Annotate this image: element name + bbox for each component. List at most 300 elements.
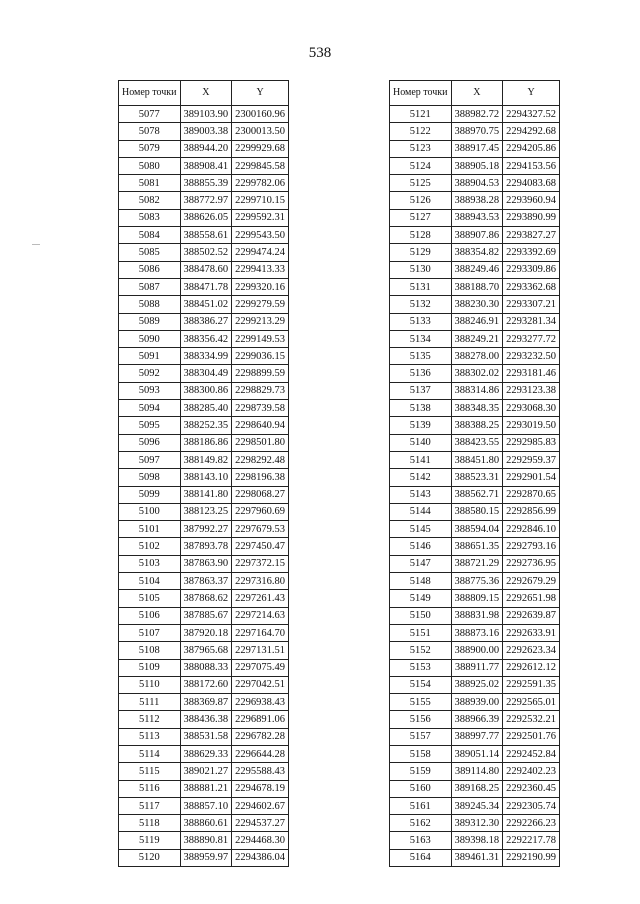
point-number-cell: 5146	[390, 538, 452, 555]
y-coordinate-cell: 2294292.68	[503, 123, 560, 140]
x-coordinate-cell: 387863.37	[180, 573, 232, 590]
y-coordinate-cell: 2292591.35	[503, 676, 560, 693]
y-coordinate-cell: 2292846.10	[503, 521, 560, 538]
table-row	[119, 815, 289, 832]
x-coordinate-cell: 389021.27	[180, 763, 232, 780]
table-row	[390, 503, 560, 520]
table-row	[390, 590, 560, 607]
point-number-cell: 5149	[390, 590, 452, 607]
table-row	[119, 434, 289, 451]
x-coordinate-cell: 388314.86	[451, 382, 503, 399]
point-number-cell: 5090	[119, 330, 181, 347]
table-row	[390, 382, 560, 399]
x-coordinate-cell: 387992.27	[180, 521, 232, 538]
table-row	[119, 157, 289, 174]
x-coordinate-cell: 388502.52	[180, 244, 232, 261]
y-coordinate-cell: 2298292.48	[232, 451, 289, 468]
table-header-row	[390, 81, 560, 106]
point-number-cell: 5130	[390, 261, 452, 278]
table-row	[390, 486, 560, 503]
y-coordinate-cell: 2299036.15	[232, 348, 289, 365]
table-row	[390, 469, 560, 486]
x-coordinate-cell: 388188.70	[451, 278, 503, 295]
table-row	[390, 348, 560, 365]
header-y: Y	[232, 81, 289, 106]
table-row	[119, 797, 289, 814]
y-coordinate-cell: 2299929.68	[232, 140, 289, 157]
point-number-cell: 5115	[119, 763, 181, 780]
x-coordinate-cell: 388959.97	[180, 849, 232, 866]
x-coordinate-cell: 387920.18	[180, 624, 232, 641]
x-coordinate-cell: 388278.00	[451, 348, 503, 365]
point-number-cell: 5151	[390, 624, 452, 641]
point-number-cell: 5124	[390, 157, 452, 174]
table-row	[119, 832, 289, 849]
table-row	[390, 573, 560, 590]
y-coordinate-cell: 2299543.50	[232, 227, 289, 244]
y-coordinate-cell: 2297450.47	[232, 538, 289, 555]
table-row	[119, 261, 289, 278]
point-number-cell: 5081	[119, 175, 181, 192]
point-number-cell: 5092	[119, 365, 181, 382]
point-number-cell: 5147	[390, 555, 452, 572]
table-row	[390, 330, 560, 347]
x-coordinate-cell: 388943.53	[451, 209, 503, 226]
x-coordinate-cell: 388881.21	[180, 780, 232, 797]
x-coordinate-cell: 388356.42	[180, 330, 232, 347]
x-coordinate-cell: 387868.62	[180, 590, 232, 607]
table-row	[390, 849, 560, 866]
table-row	[119, 330, 289, 347]
point-number-cell: 5095	[119, 417, 181, 434]
y-coordinate-cell: 2292901.54	[503, 469, 560, 486]
x-coordinate-cell: 388451.80	[451, 451, 503, 468]
table-row	[119, 503, 289, 520]
y-coordinate-cell: 2292402.23	[503, 763, 560, 780]
table-row	[390, 659, 560, 676]
x-coordinate-cell: 388423.55	[451, 434, 503, 451]
table-row	[390, 192, 560, 209]
point-number-cell: 5145	[390, 521, 452, 538]
y-coordinate-cell: 2294468.30	[232, 832, 289, 849]
point-number-cell: 5089	[119, 313, 181, 330]
point-number-cell: 5133	[390, 313, 452, 330]
y-coordinate-cell: 2292532.21	[503, 711, 560, 728]
x-coordinate-cell: 388997.77	[451, 728, 503, 745]
x-coordinate-cell: 388436.38	[180, 711, 232, 728]
table-row	[390, 157, 560, 174]
y-coordinate-cell: 2292501.76	[503, 728, 560, 745]
table-row	[390, 642, 560, 659]
point-number-cell: 5107	[119, 624, 181, 641]
y-coordinate-cell: 2292651.98	[503, 590, 560, 607]
x-coordinate-cell: 388982.72	[451, 106, 503, 123]
point-number-cell: 5113	[119, 728, 181, 745]
y-coordinate-cell: 2297214.63	[232, 607, 289, 624]
table-row	[119, 417, 289, 434]
point-number-cell: 5121	[390, 106, 452, 123]
table-row	[119, 451, 289, 468]
y-coordinate-cell: 2295588.43	[232, 763, 289, 780]
x-coordinate-cell: 388285.40	[180, 400, 232, 417]
y-coordinate-cell: 2292856.99	[503, 503, 560, 520]
table-row	[390, 417, 560, 434]
table-row	[119, 313, 289, 330]
y-coordinate-cell: 2292985.83	[503, 434, 560, 451]
y-coordinate-cell: 2299149.53	[232, 330, 289, 347]
table-row	[119, 140, 289, 157]
x-coordinate-cell: 388451.02	[180, 296, 232, 313]
x-coordinate-cell: 388809.15	[451, 590, 503, 607]
y-coordinate-cell: 2298829.73	[232, 382, 289, 399]
point-number-cell: 5119	[119, 832, 181, 849]
y-coordinate-cell: 2297042.51	[232, 676, 289, 693]
point-number-cell: 5106	[119, 607, 181, 624]
point-number-cell: 5162	[390, 815, 452, 832]
y-coordinate-cell: 2299710.15	[232, 192, 289, 209]
y-coordinate-cell: 2299782.06	[232, 175, 289, 192]
y-coordinate-cell: 2293019.50	[503, 417, 560, 434]
y-coordinate-cell: 2294537.27	[232, 815, 289, 832]
x-coordinate-cell: 389312.30	[451, 815, 503, 832]
y-coordinate-cell: 2298640.94	[232, 417, 289, 434]
table-row	[390, 313, 560, 330]
table-row	[390, 244, 560, 261]
point-number-cell: 5085	[119, 244, 181, 261]
table-row	[119, 642, 289, 659]
table-row	[390, 832, 560, 849]
point-number-cell: 5156	[390, 711, 452, 728]
y-coordinate-cell: 2292679.29	[503, 573, 560, 590]
y-coordinate-cell: 2292360.45	[503, 780, 560, 797]
x-coordinate-cell: 388890.81	[180, 832, 232, 849]
point-number-cell: 5082	[119, 192, 181, 209]
x-coordinate-cell: 388831.98	[451, 607, 503, 624]
x-coordinate-cell: 388904.53	[451, 175, 503, 192]
table-row	[119, 573, 289, 590]
x-coordinate-cell: 388626.05	[180, 209, 232, 226]
point-number-cell: 5116	[119, 780, 181, 797]
point-number-cell: 5135	[390, 348, 452, 365]
header-point-number: Номер точки	[390, 81, 452, 106]
y-coordinate-cell: 2299592.31	[232, 209, 289, 226]
point-number-cell: 5086	[119, 261, 181, 278]
point-number-cell: 5158	[390, 745, 452, 762]
y-coordinate-cell: 2293123.38	[503, 382, 560, 399]
x-coordinate-cell: 388249.21	[451, 330, 503, 347]
point-number-cell: 5087	[119, 278, 181, 295]
table-row	[390, 278, 560, 295]
point-number-cell: 5125	[390, 175, 452, 192]
y-coordinate-cell: 2294678.19	[232, 780, 289, 797]
y-coordinate-cell: 2296644.28	[232, 745, 289, 762]
point-number-cell: 5088	[119, 296, 181, 313]
table-row	[390, 780, 560, 797]
point-number-cell: 5155	[390, 694, 452, 711]
point-number-cell: 5098	[119, 469, 181, 486]
point-number-cell: 5143	[390, 486, 452, 503]
y-coordinate-cell: 2292623.34	[503, 642, 560, 659]
point-number-cell: 5110	[119, 676, 181, 693]
table-row	[119, 209, 289, 226]
point-number-cell: 5079	[119, 140, 181, 157]
x-coordinate-cell: 388970.75	[451, 123, 503, 140]
point-number-cell: 5144	[390, 503, 452, 520]
y-coordinate-cell: 2292870.65	[503, 486, 560, 503]
y-coordinate-cell: 2292959.37	[503, 451, 560, 468]
x-coordinate-cell: 388944.20	[180, 140, 232, 157]
y-coordinate-cell: 2297075.49	[232, 659, 289, 676]
table-row	[119, 348, 289, 365]
x-coordinate-cell: 387863.90	[180, 555, 232, 572]
x-coordinate-cell: 388300.86	[180, 382, 232, 399]
x-coordinate-cell: 388388.25	[451, 417, 503, 434]
point-number-cell: 5132	[390, 296, 452, 313]
y-coordinate-cell: 2292305.74	[503, 797, 560, 814]
y-coordinate-cell: 2293281.34	[503, 313, 560, 330]
table-row	[119, 521, 289, 538]
x-coordinate-cell: 388230.30	[451, 296, 503, 313]
table-row	[390, 261, 560, 278]
table-row	[390, 555, 560, 572]
x-coordinate-cell: 388772.97	[180, 192, 232, 209]
table-row	[119, 590, 289, 607]
table-row	[119, 711, 289, 728]
x-coordinate-cell: 388471.78	[180, 278, 232, 295]
table-row	[119, 278, 289, 295]
point-number-cell: 5108	[119, 642, 181, 659]
point-number-cell: 5164	[390, 849, 452, 866]
x-coordinate-cell: 388386.27	[180, 313, 232, 330]
y-coordinate-cell: 2293309.86	[503, 261, 560, 278]
x-coordinate-cell: 389245.34	[451, 797, 503, 814]
point-number-cell: 5131	[390, 278, 452, 295]
y-coordinate-cell: 2297261.43	[232, 590, 289, 607]
y-coordinate-cell: 2293307.21	[503, 296, 560, 313]
x-coordinate-cell: 389114.80	[451, 763, 503, 780]
x-coordinate-cell: 388354.82	[451, 244, 503, 261]
x-coordinate-cell: 388629.33	[180, 745, 232, 762]
y-coordinate-cell: 2299320.16	[232, 278, 289, 295]
y-coordinate-cell: 2299279.59	[232, 296, 289, 313]
point-number-cell: 5150	[390, 607, 452, 624]
x-coordinate-cell: 387893.78	[180, 538, 232, 555]
table-row	[119, 123, 289, 140]
table-row	[119, 694, 289, 711]
table-row	[390, 815, 560, 832]
table-row	[390, 538, 560, 555]
x-coordinate-cell: 388531.58	[180, 728, 232, 745]
y-coordinate-cell: 2299845.58	[232, 157, 289, 174]
x-coordinate-cell: 389003.38	[180, 123, 232, 140]
x-coordinate-cell: 388088.33	[180, 659, 232, 676]
x-coordinate-cell: 388857.10	[180, 797, 232, 814]
point-number-cell: 5142	[390, 469, 452, 486]
y-coordinate-cell: 2293960.94	[503, 192, 560, 209]
x-coordinate-cell: 388721.29	[451, 555, 503, 572]
table-row	[390, 694, 560, 711]
point-number-cell: 5152	[390, 642, 452, 659]
header-x: X	[180, 81, 232, 106]
point-number-cell: 5118	[119, 815, 181, 832]
x-coordinate-cell: 388917.45	[451, 140, 503, 157]
table-row	[390, 728, 560, 745]
table-row	[390, 763, 560, 780]
header-y: Y	[503, 81, 560, 106]
x-coordinate-cell: 388246.91	[451, 313, 503, 330]
table-row	[119, 624, 289, 641]
point-number-cell: 5137	[390, 382, 452, 399]
point-number-cell: 5138	[390, 400, 452, 417]
x-coordinate-cell: 387965.68	[180, 642, 232, 659]
y-coordinate-cell: 2294083.68	[503, 175, 560, 192]
margin-mark	[32, 244, 40, 245]
point-number-cell: 5154	[390, 676, 452, 693]
x-coordinate-cell: 388905.18	[451, 157, 503, 174]
y-coordinate-cell: 2293277.72	[503, 330, 560, 347]
point-number-cell: 5117	[119, 797, 181, 814]
y-coordinate-cell: 2293392.69	[503, 244, 560, 261]
y-coordinate-cell: 2297316.80	[232, 573, 289, 590]
y-coordinate-cell: 2296782.28	[232, 728, 289, 745]
x-coordinate-cell: 388900.00	[451, 642, 503, 659]
table-row	[119, 745, 289, 762]
point-number-cell: 5077	[119, 106, 181, 123]
point-number-cell: 5078	[119, 123, 181, 140]
x-coordinate-cell: 388939.00	[451, 694, 503, 711]
table-row	[119, 607, 289, 624]
y-coordinate-cell: 2297164.70	[232, 624, 289, 641]
point-number-cell: 5094	[119, 400, 181, 417]
x-coordinate-cell: 389051.14	[451, 745, 503, 762]
x-coordinate-cell: 388775.36	[451, 573, 503, 590]
point-number-cell: 5111	[119, 694, 181, 711]
y-coordinate-cell: 2296938.43	[232, 694, 289, 711]
x-coordinate-cell: 388141.80	[180, 486, 232, 503]
y-coordinate-cell: 2292217.78	[503, 832, 560, 849]
table-row	[390, 434, 560, 451]
x-coordinate-cell: 388149.82	[180, 451, 232, 468]
point-number-cell: 5123	[390, 140, 452, 157]
table-row	[119, 486, 289, 503]
point-number-cell: 5161	[390, 797, 452, 814]
x-coordinate-cell: 388304.49	[180, 365, 232, 382]
point-number-cell: 5080	[119, 157, 181, 174]
x-coordinate-cell: 388860.61	[180, 815, 232, 832]
point-number-cell: 5114	[119, 745, 181, 762]
x-coordinate-cell: 389103.90	[180, 106, 232, 123]
x-coordinate-cell: 389461.31	[451, 849, 503, 866]
x-coordinate-cell: 388249.46	[451, 261, 503, 278]
header-x: X	[451, 81, 503, 106]
point-number-cell: 5103	[119, 555, 181, 572]
table-row	[119, 400, 289, 417]
y-coordinate-cell: 2292793.16	[503, 538, 560, 555]
table-row	[119, 555, 289, 572]
table-row	[390, 624, 560, 641]
table-row	[390, 607, 560, 624]
x-coordinate-cell: 388143.10	[180, 469, 232, 486]
table-row	[390, 140, 560, 157]
point-number-cell: 5139	[390, 417, 452, 434]
x-coordinate-cell: 388966.39	[451, 711, 503, 728]
y-coordinate-cell: 2298068.27	[232, 486, 289, 503]
y-coordinate-cell: 2293890.99	[503, 209, 560, 226]
point-number-cell: 5127	[390, 209, 452, 226]
y-coordinate-cell: 2294153.56	[503, 157, 560, 174]
point-number-cell: 5102	[119, 538, 181, 555]
y-coordinate-cell: 2292190.99	[503, 849, 560, 866]
point-number-cell: 5099	[119, 486, 181, 503]
x-coordinate-cell: 388594.04	[451, 521, 503, 538]
x-coordinate-cell: 388334.99	[180, 348, 232, 365]
x-coordinate-cell: 388252.35	[180, 417, 232, 434]
y-coordinate-cell: 2294205.86	[503, 140, 560, 157]
coordinates-table-right	[389, 80, 560, 867]
point-number-cell: 5097	[119, 451, 181, 468]
table-row	[119, 227, 289, 244]
point-number-cell: 5153	[390, 659, 452, 676]
y-coordinate-cell: 2297679.53	[232, 521, 289, 538]
coordinates-table-left	[118, 80, 289, 867]
y-coordinate-cell: 2298739.58	[232, 400, 289, 417]
table-row	[119, 244, 289, 261]
table-row	[390, 106, 560, 123]
x-coordinate-cell: 388186.86	[180, 434, 232, 451]
x-coordinate-cell: 388651.35	[451, 538, 503, 555]
point-number-cell: 5128	[390, 227, 452, 244]
table-row	[119, 538, 289, 555]
table-row	[119, 849, 289, 866]
point-number-cell: 5122	[390, 123, 452, 140]
x-coordinate-cell: 388558.61	[180, 227, 232, 244]
table-row	[119, 728, 289, 745]
point-number-cell: 5159	[390, 763, 452, 780]
y-coordinate-cell: 2293362.68	[503, 278, 560, 295]
y-coordinate-cell: 2297131.51	[232, 642, 289, 659]
x-coordinate-cell: 387885.67	[180, 607, 232, 624]
point-number-cell: 5129	[390, 244, 452, 261]
table-row	[390, 365, 560, 382]
table-row	[119, 382, 289, 399]
y-coordinate-cell: 2299474.24	[232, 244, 289, 261]
x-coordinate-cell: 388369.87	[180, 694, 232, 711]
x-coordinate-cell: 388908.41	[180, 157, 232, 174]
table-row	[390, 296, 560, 313]
point-number-cell: 5109	[119, 659, 181, 676]
x-coordinate-cell: 388478.60	[180, 261, 232, 278]
point-number-cell: 5136	[390, 365, 452, 382]
table-row	[390, 175, 560, 192]
table-row	[119, 106, 289, 123]
y-coordinate-cell: 2292633.91	[503, 624, 560, 641]
point-number-cell: 5084	[119, 227, 181, 244]
table-row	[390, 711, 560, 728]
table-row	[119, 296, 289, 313]
point-number-cell: 5091	[119, 348, 181, 365]
y-coordinate-cell: 2297372.15	[232, 555, 289, 572]
table-row	[119, 192, 289, 209]
x-coordinate-cell: 388580.15	[451, 503, 503, 520]
x-coordinate-cell: 388348.35	[451, 400, 503, 417]
point-number-cell: 5100	[119, 503, 181, 520]
table-row	[119, 469, 289, 486]
point-number-cell: 5112	[119, 711, 181, 728]
y-coordinate-cell: 2293232.50	[503, 348, 560, 365]
table-row	[390, 451, 560, 468]
point-number-cell: 5096	[119, 434, 181, 451]
table-row	[390, 227, 560, 244]
